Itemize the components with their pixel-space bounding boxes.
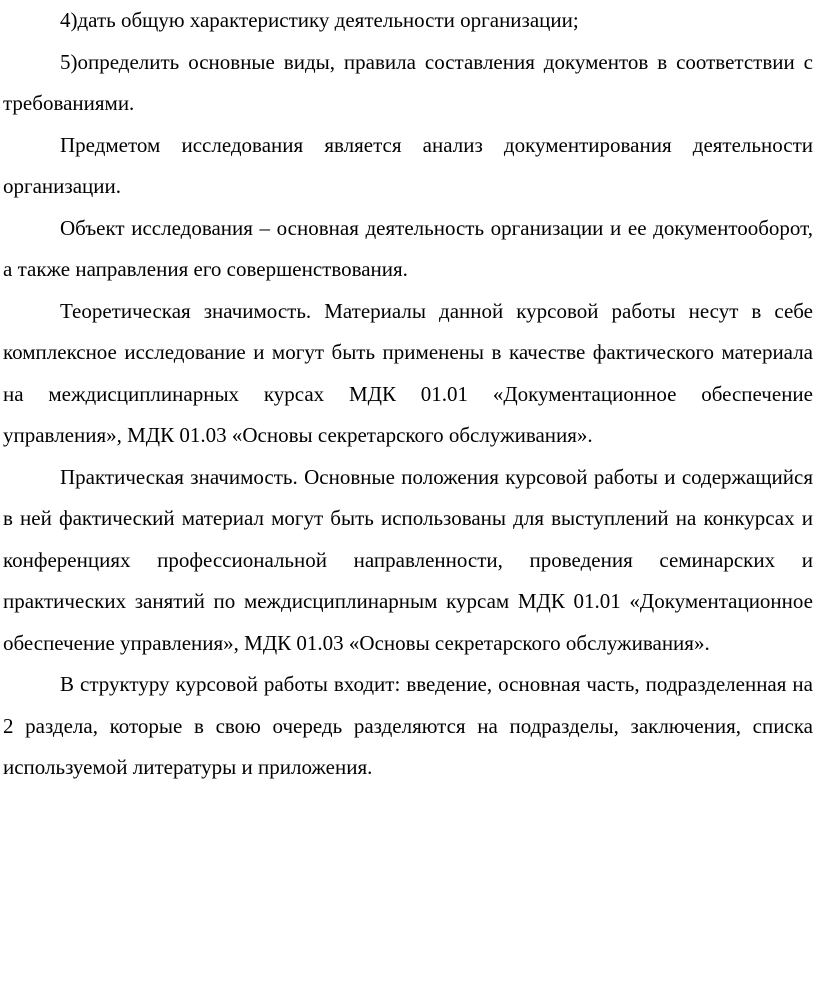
research-object-paragraph: Объект исследования – основная деятельность организации и ее документооборот, а также направления его совершенствования. — [3, 215, 813, 281]
structure-paragraph: В структуру курсовой работы входит: введение, основная часть, подразделенная на 2 раздела, которые в свою очередь разделяются на подразделы, заключения, списка используемой литературы и приложения. — [3, 672, 813, 779]
practical-significance-paragraph: Практическая значимость. Основные положения курсовой работы и содержащийся в ней фактический материал могут быть использованы для выступлений на конкурсах и конференциях профессиональной направленности, проведения семинарских и практических занятий по междисциплинарным курсам МДК 01.01 «Документационное обеспечение управления», МДК 01.03 «Основы секретарского обслуживания». — [3, 464, 813, 655]
document-page — [3, 0, 813, 789]
task-item-4: 4)дать общую характеристику деятельности организации; — [60, 8, 579, 32]
theoretical-significance-paragraph: Теоретическая значимость. Материалы данной курсовой работы несут в себе комплексное исследование и могут быть применены в качестве фактического материала на междисциплинарных курсах МДК 01.01 «Документационное обеспечение управления», МДК 01.03 «Основы секретарского обслуживания». — [3, 298, 813, 447]
research-subject-paragraph: Предметом исследования является анализ документирования деятельности организации. — [3, 132, 813, 198]
task-item-5: 5)определить основные виды, правила составления документов в соответствии с требованиями. — [3, 49, 813, 115]
